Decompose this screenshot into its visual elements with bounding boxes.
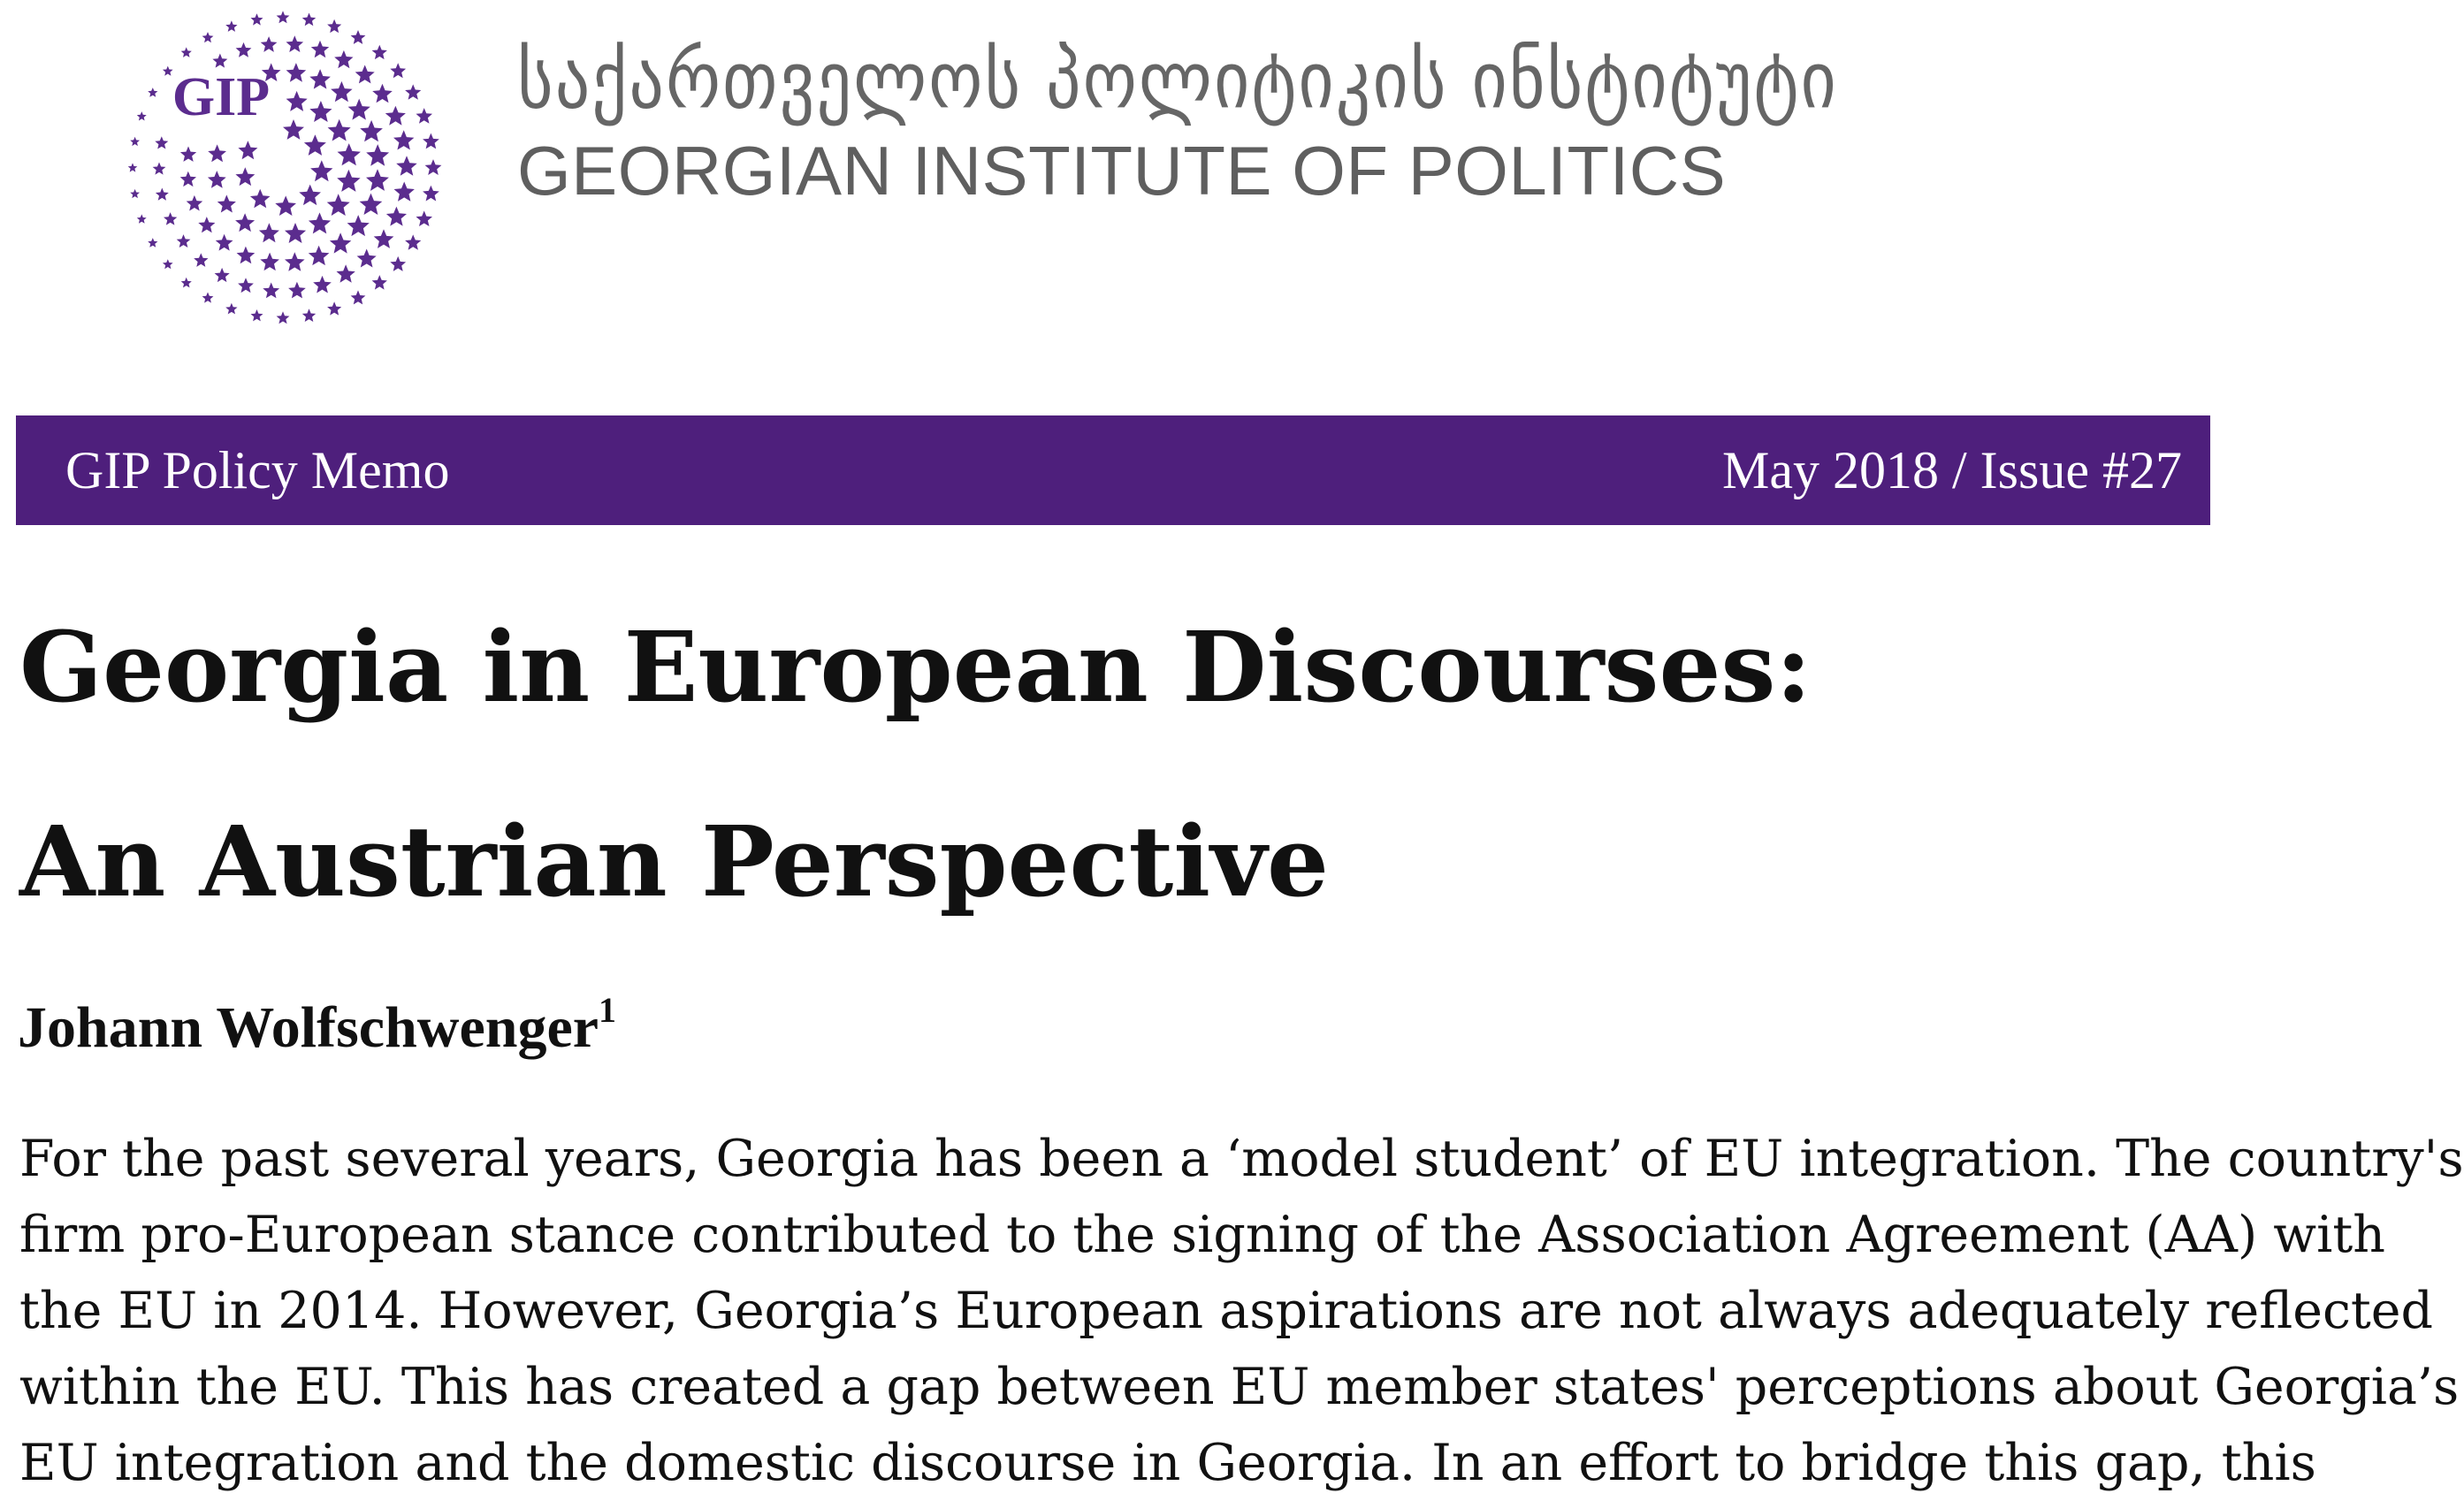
logo-star: [302, 13, 316, 27]
logo-star: [309, 101, 332, 122]
logo-star: [202, 293, 214, 303]
logo-star: [208, 144, 226, 162]
logo-star: [235, 167, 255, 186]
body-paragraph: [19, 1121, 2464, 1501]
logo-star: [348, 99, 370, 120]
logo-star: [235, 213, 255, 232]
logo-star: [163, 66, 173, 76]
logo-star: [137, 214, 147, 223]
logo-star: [327, 301, 341, 315]
logo-star: [216, 234, 233, 251]
logo-star: [130, 189, 140, 198]
logo-star: [130, 137, 140, 146]
logo-star: [309, 212, 331, 233]
logo-star: [304, 134, 326, 156]
logo-star: [286, 91, 308, 111]
logo-star: [261, 36, 278, 52]
logo-star: [225, 303, 237, 315]
logo-star: [217, 194, 236, 212]
logo-star: [309, 69, 331, 89]
logo-star: [423, 133, 439, 149]
logo-star: [372, 275, 387, 290]
logo-star: [327, 19, 341, 33]
logo-star: [177, 234, 191, 248]
logo-star: [194, 253, 208, 267]
logo-star: [215, 268, 230, 282]
logo-star: [360, 194, 383, 215]
logo-text: GIP: [172, 67, 271, 127]
logo-star: [299, 185, 321, 206]
logo-star: [153, 163, 166, 175]
logo-star: [366, 144, 389, 166]
author-footnote-marker: 1: [599, 990, 617, 1030]
logo-star: [285, 223, 306, 243]
logo-star: [285, 252, 305, 271]
author-name-text: Johann Wolfschwenger: [18, 995, 599, 1060]
logo-star: [338, 143, 361, 165]
logo-star: [263, 283, 279, 299]
body-line: For the past several years, Georgia has been a ‘model student’ of EU integration. The country's: [19, 1130, 2464, 1188]
logo-star: [386, 207, 407, 226]
logo-star: [237, 247, 256, 264]
logo-star: [163, 259, 173, 269]
logo-star: [164, 212, 177, 225]
logo-star: [313, 276, 332, 293]
logo-star: [251, 13, 263, 25]
logo-star: [366, 169, 389, 191]
logo-star: [360, 120, 383, 141]
logo-star: [187, 195, 203, 211]
logo-star: [385, 106, 406, 126]
page-header: [0, 0, 2210, 415]
logo-star: [372, 84, 393, 103]
logo-star: [283, 119, 304, 140]
logo-star: [277, 11, 290, 23]
body-line: within the EU. This has created a gap between EU member states' perceptions about Georgia’s: [19, 1358, 2460, 1416]
logo-star: [286, 63, 307, 82]
logo-star: [277, 311, 290, 324]
body-line: EU integration and the domestic discourse in Georgia. In an effort to bridge this gap, this: [19, 1434, 2316, 1492]
logo-star: [155, 136, 168, 149]
document-title-line-2: An Austrian Perspective: [19, 804, 1329, 918]
logo-star: [238, 141, 257, 159]
body-line: the EU in 2014. However, Georgia’s European aspirations are not always adequately reflected: [19, 1282, 2433, 1340]
logo-star: [181, 47, 192, 57]
logo-star: [357, 249, 377, 268]
policy-memo-banner: [16, 415, 2210, 525]
logo-star: [355, 65, 375, 84]
logo-star: [156, 188, 169, 201]
logo-star-globe: [128, 11, 442, 324]
gip-logo: [88, 0, 477, 336]
logo-star: [286, 35, 304, 52]
series-label: GIP Policy Memo: [65, 441, 450, 499]
logo-star: [394, 182, 415, 202]
issue-date-label: May 2018 / Issue #27: [1722, 441, 2182, 499]
logo-star: [416, 108, 433, 124]
logo-star: [259, 223, 279, 242]
document-title-line-1: Georgia in European Discourses:: [19, 610, 1812, 724]
logo-star: [148, 238, 157, 248]
logo-star: [374, 229, 394, 248]
logo-star: [236, 42, 252, 57]
logo-star: [202, 32, 214, 42]
body-line: firm pro-European stance contributed to the signing of the Association Agreement (AA) with: [19, 1206, 2385, 1264]
logo-star: [288, 282, 306, 299]
org-name-english: GEORGIAN INSTITUTE OF POLITICS: [517, 132, 1727, 210]
logo-star: [309, 246, 330, 265]
logo-star: [351, 290, 366, 304]
logo-star: [423, 186, 439, 202]
logo-star: [328, 119, 351, 141]
logo-star: [251, 309, 263, 321]
author-name: [18, 990, 617, 1062]
logo-star: [310, 160, 332, 181]
logo-star: [148, 88, 157, 97]
logo-star: [327, 194, 350, 216]
logo-star: [128, 163, 138, 171]
logo-star: [405, 84, 421, 99]
logo-star: [390, 256, 406, 271]
logo-star: [393, 130, 414, 149]
logo-star: [212, 54, 227, 68]
logo-star: [208, 171, 226, 188]
logo-star: [416, 210, 433, 226]
logo-star: [275, 195, 296, 216]
logo-star: [198, 217, 215, 232]
logo-star: [337, 170, 360, 192]
logo-star: [137, 111, 147, 120]
logo-star: [347, 215, 370, 236]
logo-star: [311, 41, 329, 57]
logo-star: [225, 20, 237, 32]
logo-star: [351, 30, 366, 44]
logo-star: [390, 63, 406, 78]
logo-star: [180, 147, 196, 162]
logo-star: [260, 253, 279, 271]
logo-star: [334, 50, 353, 68]
logo-star: [330, 232, 351, 253]
logo-star: [250, 189, 271, 209]
logo-star: [238, 278, 254, 293]
org-name-georgian: საქართველოს პოლიტიკის ინსტიტუტი: [517, 35, 1838, 127]
logo-star: [337, 264, 355, 282]
logo-star: [181, 278, 192, 288]
logo-star: [180, 171, 196, 187]
logo-star: [396, 156, 417, 175]
logo-star: [425, 159, 442, 175]
logo-star: [302, 309, 316, 322]
logo-star: [331, 81, 353, 102]
logo-star: [372, 45, 387, 59]
logo-star: [405, 234, 421, 249]
